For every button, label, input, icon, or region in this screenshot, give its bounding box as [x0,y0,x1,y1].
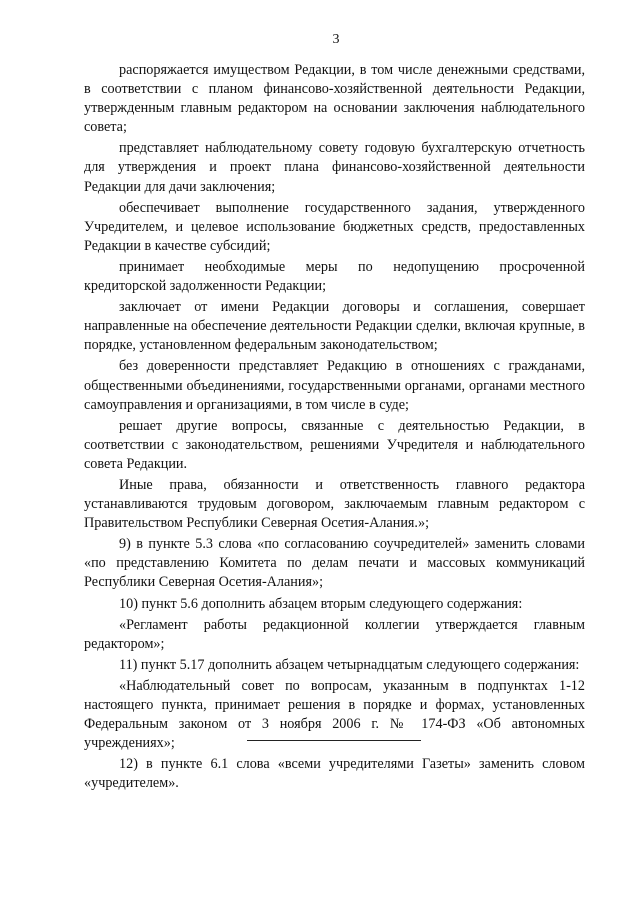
page-number: 3 [332,32,340,47]
paragraph: принимает необходимые меры по недопущению просроченной кредиторской задолженности Редакции; [84,258,585,295]
quoted-text: «Наблюдательный совет по вопросам, указанным в подпунктах 1-12 настоящего пункта, принимает решения в порядке и формах, установленных Федеральным законом от 3 ноября 2006 г. № 174-ФЗ «Об автономных учреждениях»; [84,677,585,752]
paragraph: заключает от имени Редакции договоры и соглашения, совершает направленные на обеспечение деятельности Редакции сделки, включая крупные, в порядке, установленном федеральным законодательством; [84,299,585,354]
amendment-item-9: 9) в пункте 5.3 слова «по согласованию соучредителей» заменить словами «по представлению Комитета по делам печати и массовых коммуникаций Республики Северная Осетия-Алания»; [84,536,585,591]
document-body [84,61,585,793]
paragraph: без доверенности представляет Редакцию в отношениях с гражданами, общественными объединениями, государственными органами, органами местного самоуправления и организациями, в том числе в суде; [84,358,585,413]
quoted-text: «Регламент работы редакционной коллегии утверждается главным редактором»; [84,616,585,652]
amendment-item-11: 11) пункт 5.17 дополнить абзацем четырнадцатым следующего содержания: [119,656,580,673]
closing-divider [247,740,421,741]
paragraph: решает другие вопросы, связанные с деятельностью Редакции, в соответствии с законодательством, решениями Учредителя и наблюдательного совета Редакции. [84,417,585,472]
paragraph: Иные права, обязанности и ответственность главного редактора устанавливаются трудовым договором, заключаемым главным редактором с Правительством Республики Северная Осетия-Алания.»; [84,476,585,532]
amendment-item-12: 12) в пункте 6.1 слова «всеми учредителями Газеты» заменить словом «учредителем». [84,756,585,792]
paragraph: представляет наблюдательному совету годовую бухгалтерскую отчетность для утверждения и проект плана финансово-хозяйственной деятельности Редакции для дачи заключения; [84,140,585,195]
paragraph: обеспечивает выполнение государственного задания, утвержденного Учредителем, и целевое использование бюджетных средств, предоставленных Редакции в качестве субсидий; [84,199,585,254]
amendment-item-10: 10) пункт 5.6 дополнить абзацем вторым следующего содержания: [119,595,523,612]
paragraph: распоряжается имуществом Редакции, в том числе денежными средствами, в соответствии с планом финансово-хозяйственной деятельности Редакции, утвержденным главным редактором на основании заключения наблюдательного совета; [84,62,585,136]
